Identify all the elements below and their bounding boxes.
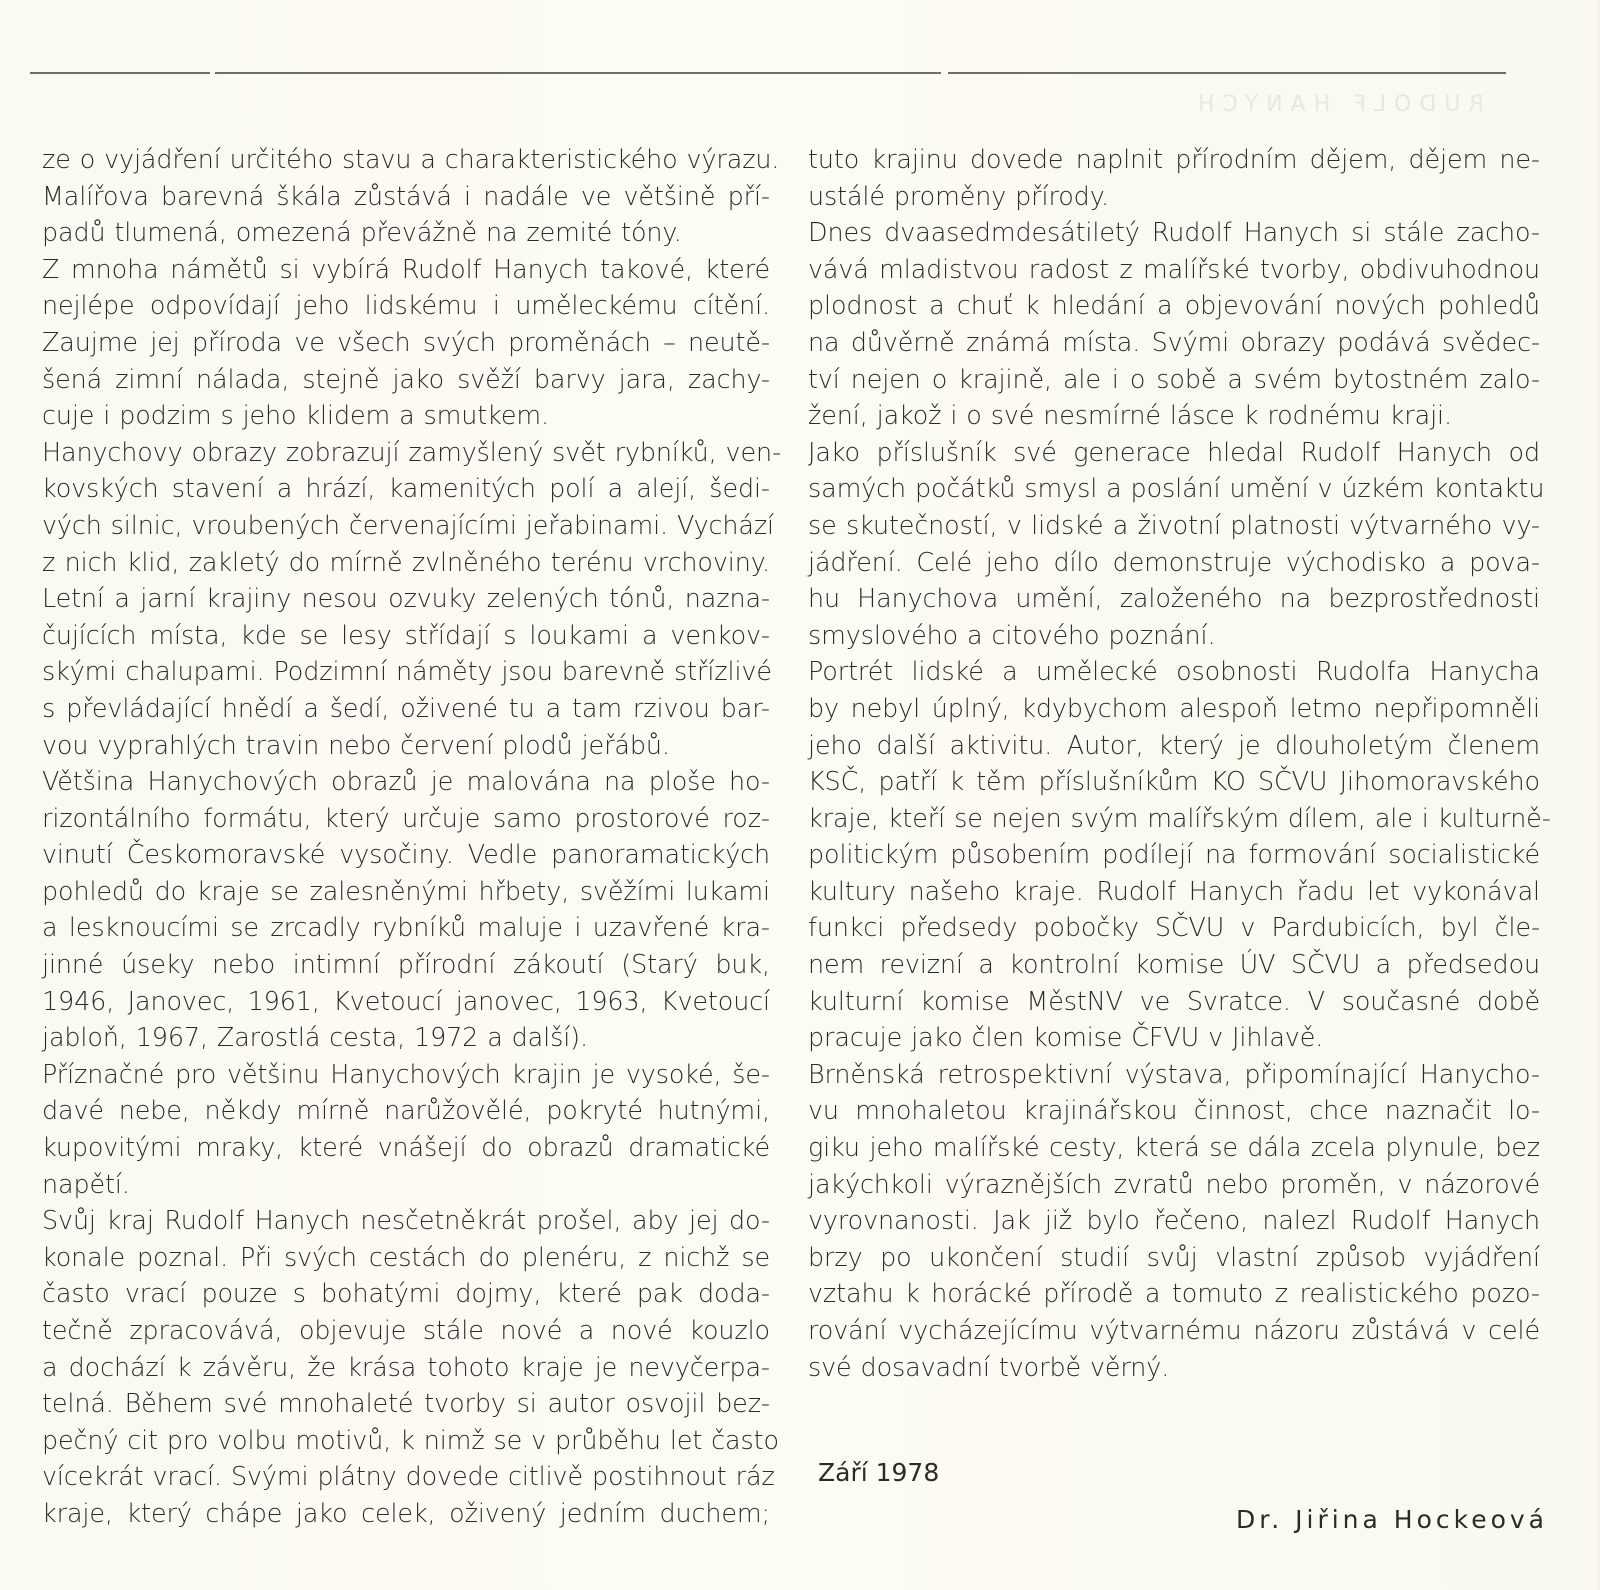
text-line: kraje, kteří se nejen svým malířským dílem, ale i kulturně- <box>808 802 1551 833</box>
text-line: kultury našeho kraje. Rudolf Hanych řadu let vykonával <box>808 875 1540 906</box>
header-rule-segment <box>30 72 210 74</box>
text-line: politickým působením podílejí na formování socialistické <box>808 839 1540 870</box>
text-line: vícekrát vrací. Svými plátny dovede citlivě postihnout ráz <box>42 1461 775 1492</box>
text-line: Letní a jarní krajiny nesou ozvuky zelených tónů, nazna- <box>42 583 770 614</box>
text-line: se skutečností, v lidské a životní platnosti výtvarného vy- <box>808 509 1540 540</box>
text-line: napětí. <box>42 1168 130 1199</box>
text-line: pohledů do kraje se zalesněnými hřbety, svěžími lukami <box>42 875 770 906</box>
text-line: nejlépe odpovídají jeho lidskému i uměleckému cítění. <box>42 290 770 321</box>
text-line: pracuje jako člen komise ČFVU v Jihlavě. <box>808 1022 1324 1053</box>
text-line: často vrací pouze s bohatými dojmy, které pak doda- <box>42 1278 770 1309</box>
text-line: vu mnohaletou krajinářskou činnost, chce naznačit lo- <box>808 1095 1540 1126</box>
left-text-column <box>42 141 782 1532</box>
text-line: na důvěrně známá místa. Svými obrazy podává svědec- <box>808 326 1540 357</box>
text-line: giku jeho malířské cesty, která se dála zcela plynule, bez <box>808 1132 1540 1163</box>
text-line: své dosavadní tvorbě věrný. <box>808 1351 1170 1382</box>
text-line: vává mladistvou radost z malířské tvorby, obdivuhodnou <box>808 253 1540 284</box>
right-text-column <box>808 141 1551 1385</box>
text-line: KSČ, patří k těm příslušníkům KO SČVU Jihomoravského <box>808 766 1540 797</box>
text-line: 1946, Janovec, 1961, Kvetoucí janovec, 1963, Kvetoucí <box>42 985 770 1016</box>
text-line: Malířova barevná škála zůstává i nadále ve většině pří- <box>42 180 770 211</box>
text-line: hu Hanychova umění, založeného na bezprostřednosti <box>808 583 1540 614</box>
text-line: kraje, který chápe jako celek, oživený jedním duchem; <box>42 1497 770 1528</box>
text-line: rování vycházejícímu výtvarnému názoru zůstává v celé <box>808 1315 1540 1345</box>
header-rule-segment <box>948 72 1506 74</box>
text-line: nem revizní a kontrolní komise ÚV SČVU a předsedou <box>808 949 1540 980</box>
text-line: plodnost a chuť k hledání a objevování nových pohledů <box>808 290 1540 321</box>
text-line: kovských stavení a hrází, kamenitých polí a alejí, šedi- <box>42 473 770 504</box>
text-line: jeho další aktivitu. Autor, který je dlouholetým členem <box>808 729 1540 760</box>
text-line: samých počátků smysl a poslání umění v úzkém kontaktu <box>808 473 1545 504</box>
text-line: funkci předsedy pobočky SČVU v Pardubicích, byl čle- <box>808 912 1540 943</box>
text-line: konale poznal. Při svých cestách do plenéru, z nichž se <box>42 1241 770 1272</box>
text-line: skými chalupami. Podzimní náměty jsou barevně střízlivé <box>42 656 772 687</box>
text-line: Zaujme jej příroda ve všech svých proměnách – neutě- <box>42 326 770 357</box>
text-line: vou vyprahlých travin nebo červení plodů jeřábů. <box>42 729 670 760</box>
text-line: padů tlumená, omezená převážně na zemité tóny. <box>42 217 682 248</box>
text-line: vyrovnanosti. Jak již bylo řečeno, nalezl Rudolf Hanych <box>808 1205 1540 1236</box>
text-line: davé nebe, někdy mírně narůžovělé, pokryté hutnými, <box>42 1095 770 1126</box>
author-signature: Dr. Jiřina Hockeová <box>1236 1505 1548 1534</box>
text-line: by nebyl úplný, kdybychom alespoň letmo nepřipomněli <box>808 692 1540 723</box>
text-line: Dnes dvaasedmdesátiletý Rudolf Hanych si stále zacho- <box>808 217 1540 248</box>
text-line: Portrét lidské a umělecké osobnosti Rudolfa Hanycha <box>808 656 1540 687</box>
text-line: vých silnic, vroubených červenajícími jeřabinami. Vychází <box>42 509 775 540</box>
text-line: tuto krajinu dovede naplnit přírodním dějem, dějem ne- <box>808 144 1540 174</box>
text-line: s převládající hnědí a šedí, oživené tu a tam rzivou bar- <box>42 692 770 723</box>
text-line: Hanychovy obrazy zobrazují zamyšlený svět rybníků, ven- <box>42 436 782 467</box>
text-line: jinné úseky nebo intimní přírodní zákoutí (Starý buk, <box>42 949 770 980</box>
date-line: Září 1978 <box>818 1458 940 1487</box>
text-line: vinutí Českomoravské vysočiny. Vedle panoramatických <box>42 839 770 870</box>
text-line: Většina Hanychových obrazů je malována na ploše ho- <box>42 766 770 797</box>
text-line: z nich klid, zakletý do mírně zvlněného terénu vrchoviny. <box>42 546 770 577</box>
bleed-through-title: RUDOLF HANYCH <box>1190 92 1484 117</box>
text-line: čujících místa, kde se lesy střídají s loukami a venkov- <box>42 619 770 650</box>
text-line: žení, jakož i o své nesmírné lásce k rodnému kraji. <box>808 400 1452 431</box>
text-line: a lesknoucími se zrcadly rybníků maluje i uzavřené kra- <box>42 912 770 943</box>
text-line: Z mnoha námětů si vybírá Rudolf Hanych takové, které <box>42 253 770 284</box>
text-line: kulturní komise MěstNV ve Svratce. V současné době <box>808 985 1540 1016</box>
text-line: ze o vyjádření určitého stavu a charakteristického výrazu. <box>42 144 780 174</box>
text-line: brzy po ukončení studií svůj vlastní způsob vyjádření <box>808 1241 1540 1272</box>
text-line: vztahu k horácké přírodě a tomuto z realistického pozo- <box>808 1278 1540 1309</box>
text-line: šená zimní nálada, stejně jako svěží barvy jara, zachy- <box>42 363 770 394</box>
text-line: Brněnská retrospektivní výstava, připomínající Hanycho- <box>808 1058 1540 1089</box>
text-line: ustálé proměny přírody. <box>808 180 1109 211</box>
text-line: jádření. Celé jeho dílo demonstruje východisko a pova- <box>808 546 1540 577</box>
text-line: a dochází k závěru, že krása tohoto kraje je nevyčerpa- <box>42 1351 770 1382</box>
text-line: tví nejen o krajině, ale i o sobě a svém bytostném zalo- <box>808 363 1540 394</box>
header-rule-segment <box>215 72 941 74</box>
text-line: Příznačné pro většinu Hanychových krajin je vysoké, še- <box>42 1058 770 1089</box>
text-line: telná. Během své mnohaleté tvorby si autor osvojil bez- <box>42 1388 770 1419</box>
text-line: kupovitými mraky, které vnášejí do obrazů dramatické <box>42 1132 770 1163</box>
page-edge <box>1596 0 1600 1590</box>
text-line: smyslového a citového poznání. <box>808 619 1216 650</box>
text-line: rizontálního formátu, který určuje samo prostorové roz- <box>42 802 770 833</box>
text-line: Jako příslušník své generace hledal Rudolf Hanych od <box>808 436 1540 467</box>
text-line: cuje i podzim s jeho klidem a smutkem. <box>42 400 549 431</box>
text-line: tečně zpracovává, objevuje stále nové a nové kouzlo <box>42 1315 770 1345</box>
text-line: pečný cit pro volbu motivů, k nimž se v průběhu let často <box>42 1424 779 1455</box>
text-line: jabloň, 1967, Zarostlá cesta, 1972 a další). <box>42 1022 588 1053</box>
text-line: Svůj kraj Rudolf Hanych nesčetněkrát prošel, aby jej do- <box>42 1205 770 1236</box>
text-line: jakýchkoli výraznějších zvratů nebo proměn, v názorové <box>808 1168 1540 1199</box>
